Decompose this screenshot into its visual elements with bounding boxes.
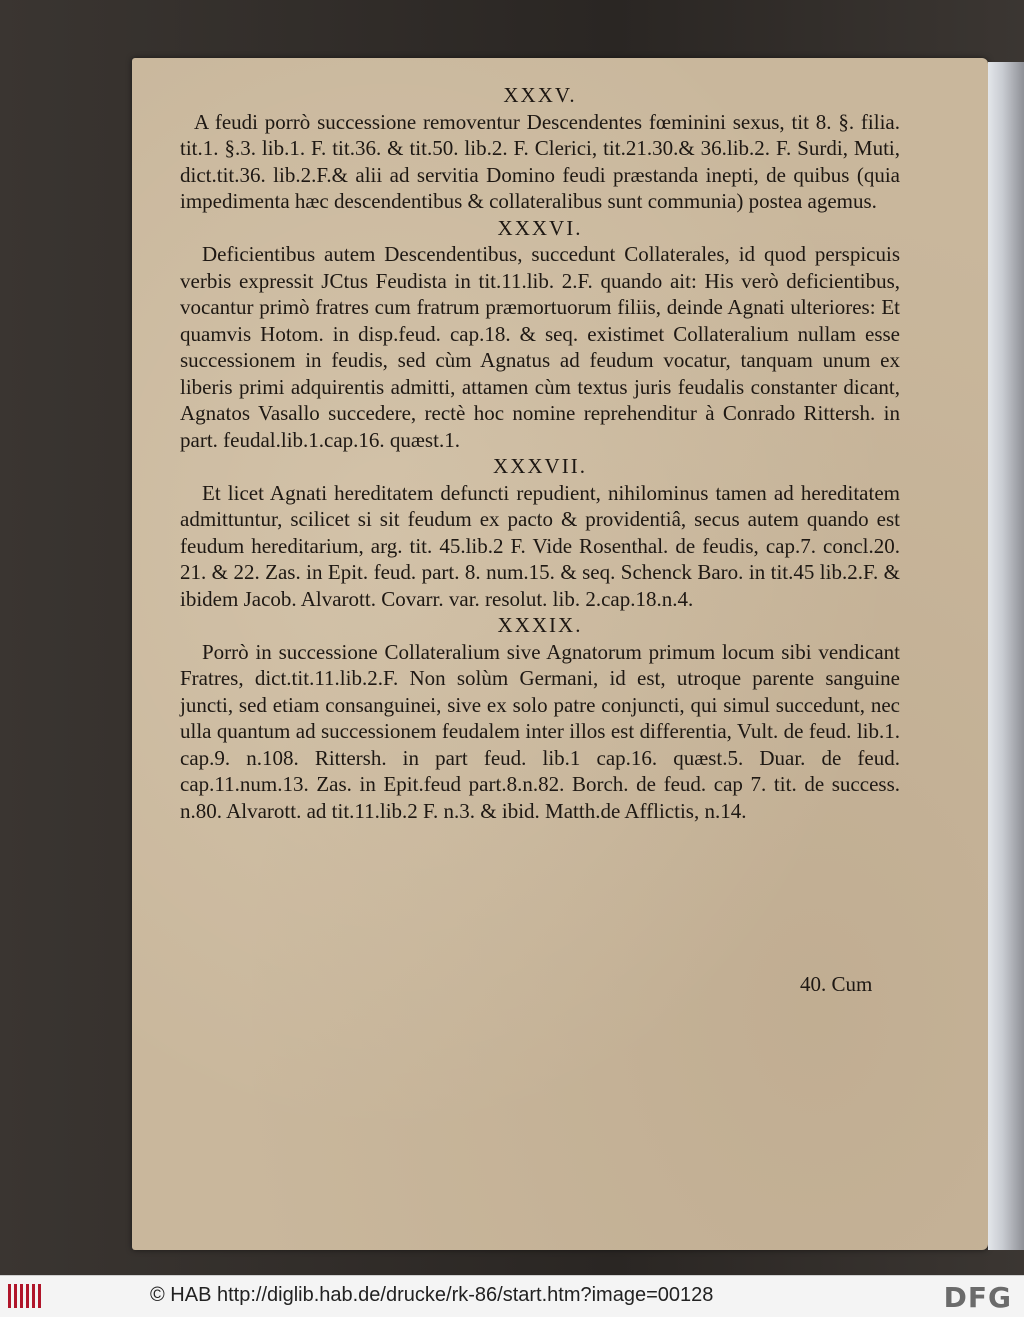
catchword: 40. Cum: [800, 972, 873, 996]
paragraph-39: Porrò in successione Collateralium sive Agnatorum primum locum sibi vendicant Fratres, dict.tit.11.lib.2.F. Non solùm Germani, id est, utroque parente sanguine juncti, sed etiam consanguinei, sive ex solo patre conjuncti, qui simul succedunt, nec ulla quantum ad successionem feudalem inter illos est differentia, Vult. de feud. lib.1. cap.9. n.108. Rittersh. in part feud. lib.1 cap.16. quæst.5. Duar. de feud. cap.11.num.13. Zas. in Epit.feud part.8.n.82. Borch. de feud. cap 7. tit. de success. n.80. Alvarott. ad tit.11.lib.2 F. n.3. & ibid. Matth.de Afflictis, n.14.: [180, 639, 900, 823]
paragraph-36: Deficientibus autem Descendentibus, succedunt Collaterales, id quod perspicuis verbis expressit JCtus Feudista in tit.11.lib. 2.F. quando ait: His verò deficientibus, vocantur primò fratres cum fratrum præmortuorum filiis, deinde Agnati ulteriores: Et quamvis Hotom. in disp.feud. cap.18. & seq. existimet Collateralium nullam esse successionem in feudis, sed cùm Agnatus ad feudum vocatur, tanquam unum ex liberis primi adquirentis admitti, attamen cùm textus juris feudalis constanter dicant, Agnatos Vasallo succedere, rectè hoc nomine reprehenditur à Conrado Rittersh. in part. feudal.lib.1.cap.16. quæst.1.: [180, 242, 900, 452]
section-heading-35: XXXV.: [503, 83, 577, 107]
page-text: [180, 82, 900, 824]
section-heading-36: XXXVI.: [497, 215, 583, 240]
dfg-logo: DFG: [943, 1281, 1012, 1314]
section-heading-37: XXXVII.: [493, 454, 587, 478]
hab-logo-icon: [8, 1284, 41, 1310]
paragraph-35: A feudi porrò successione removentur Descendentes fœminini sexus, tit 8. §. filia. tit.1. §.3. lib.1. F. tit.36. & tit.50. lib.2. F. Clerici, tit.21.30.& 36.lib.2. F. Surdi, Muti, dict.tit.36. lib.2.F.& alii ad servitia Domino feudi præstanda inepti, de quibus (quia impedimenta hæc descendentibus & collateralibus sunt communia) postea agemus.: [180, 109, 900, 213]
footer-bar: [0, 1275, 1024, 1317]
footer-copyright-link[interactable]: © HAB http://diglib.hab.de/drucke/rk-86/start.htm?image=00128: [150, 1284, 714, 1306]
color-calibration-edge: [988, 62, 1024, 1250]
paragraph-37: Et licet Agnati hereditatem defuncti repudient, nihilominus tamen ad hereditatem admittuntur, scilicet si sit feudum ex pacto & providentiâ, secus autem quando est feudum hereditarium, arg. tit. 45.lib.2 F. Vide Rosenthal. de feudis, cap.7. concl.20. 21. & 22. Zas. in Epit. feud. part. 8. num.15. & seq. Schenck Baro. in tit.45 lib.2.F. & ibidem Jacob. Alvarott. Covarr. var. resolut. lib. 2.cap.18.n.4.: [180, 480, 900, 611]
section-heading-39: XXXIX.: [497, 613, 583, 637]
